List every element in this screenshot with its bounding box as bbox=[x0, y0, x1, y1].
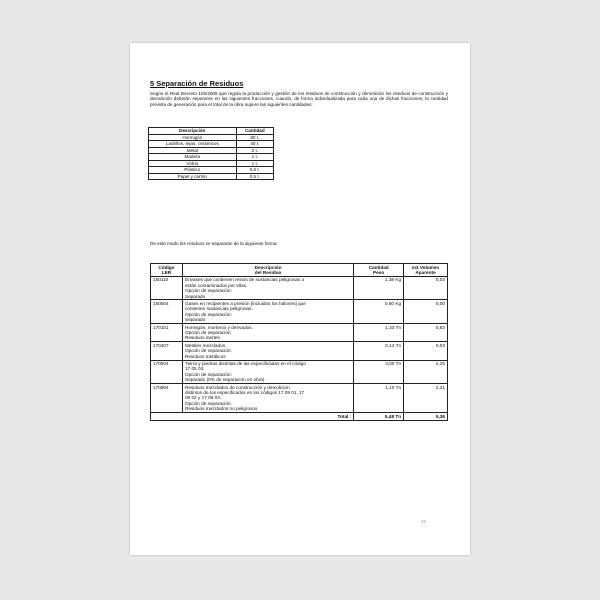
description-line: Envases que contienen restos de sustancias peligrosas o bbox=[184, 277, 305, 283]
thresholds-row bbox=[149, 141, 274, 148]
description-line: Opción de separación: bbox=[184, 371, 232, 377]
total-volume: 5,36 bbox=[404, 413, 448, 420]
section-title: 5 Separación de Residuos bbox=[150, 79, 244, 88]
volume: 2,25 bbox=[404, 360, 448, 384]
residue-description bbox=[182, 384, 353, 413]
separation-row bbox=[151, 384, 448, 413]
residue-description bbox=[182, 276, 353, 300]
intro-paragraph: Según el Real Decreto 105/2008 que regula la producción y gestión de los residuos de construcción y demolición los residuos de construcción y demolición deberán separarse en las siguientes fracciones, cuando, de forma individualizada para cada una de dichas fracciones, la cantidad prevista de generación para el total de la obra supere las siguientes cantidades: bbox=[150, 91, 448, 107]
description-line: Separado bbox=[184, 293, 206, 299]
description-line: distintos de los especificados en los códigos 17 09 01, 17 bbox=[184, 390, 305, 396]
description-line: Separado (0% de separación en obra) bbox=[184, 377, 265, 383]
ler-code: 170407 bbox=[151, 342, 183, 360]
thresholds-qty: 1 t. bbox=[236, 160, 273, 167]
description-line: 17 05 03. bbox=[184, 366, 205, 372]
description-line: contienen sustancias peligrosas. bbox=[184, 306, 253, 312]
description-line: están contaminados por ellas. bbox=[184, 282, 248, 288]
thresholds-desc: Metal bbox=[149, 147, 237, 154]
residue-description bbox=[182, 300, 353, 324]
document-page bbox=[130, 43, 470, 555]
separation-row bbox=[151, 300, 448, 324]
description-line: Opción de separación: bbox=[184, 288, 232, 294]
thresholds-qty: 0,5 t. bbox=[236, 167, 273, 174]
page-number: 32 bbox=[421, 519, 427, 524]
thresholds-desc: Vidrio bbox=[149, 160, 237, 167]
thresholds-qty: 1 t. bbox=[236, 154, 273, 161]
description-line: Tierra y piedras distintas de las especificadas en el código bbox=[184, 361, 306, 366]
volume: 0,83 bbox=[404, 324, 448, 342]
header-code: Código LER bbox=[151, 264, 183, 277]
volume: 0,03 bbox=[404, 342, 448, 360]
volume: 2,21 bbox=[404, 384, 448, 413]
thresholds-qty: 40 t. bbox=[236, 141, 273, 148]
weight: 1,33 Tn bbox=[354, 324, 404, 342]
total-label: Total : bbox=[151, 413, 354, 420]
description-line: Residuos mezclados de construcción y demolición bbox=[184, 384, 290, 390]
weight: 3,00 Tn bbox=[354, 360, 404, 384]
description-line: Hormigón, morteros y derivados. bbox=[184, 324, 253, 330]
weight: 0,60 Kg bbox=[354, 300, 404, 324]
ler-code: 170101 bbox=[151, 324, 183, 342]
thresholds-desc: Papel y cartón bbox=[149, 173, 237, 180]
description-line: Opción de separación: bbox=[184, 348, 232, 354]
thresholds-desc: Hormigón bbox=[149, 134, 237, 141]
thresholds-header-desc: Descripción bbox=[149, 128, 237, 135]
ler-code: 150110 bbox=[151, 276, 183, 300]
separation-table bbox=[150, 263, 448, 421]
thresholds-header-qty: Cantidad bbox=[236, 128, 273, 135]
separation-row bbox=[151, 342, 448, 360]
volume: 0,00 bbox=[404, 300, 448, 324]
residue-description bbox=[182, 342, 353, 360]
thresholds-qty: 80 t. bbox=[236, 134, 273, 141]
separation-intro: De este modo los residuos se separarán de la siguiente forma: bbox=[150, 241, 278, 246]
description-line: 09 02 y 17 09 03. bbox=[184, 395, 222, 401]
residue-description bbox=[182, 360, 353, 384]
separation-row bbox=[151, 324, 448, 342]
thresholds-row bbox=[149, 173, 274, 180]
description-line: Opción de separación: bbox=[184, 311, 232, 317]
separation-row bbox=[151, 276, 448, 300]
description-line: Gases en recipientes a presión [incluidos los halones] que bbox=[184, 300, 306, 306]
description-line: Separado bbox=[184, 317, 206, 323]
header-volume: m3 Volumen Aparente bbox=[404, 264, 448, 277]
description-line: Residuos metálicos bbox=[184, 353, 226, 359]
weight: 1,10 Tn bbox=[354, 384, 404, 413]
separation-row bbox=[151, 360, 448, 384]
description-line: Opción de separación: bbox=[184, 329, 232, 335]
description-line: Opción de separación: bbox=[184, 400, 232, 406]
thresholds-qty: 2 t. bbox=[236, 147, 273, 154]
thresholds-qty: 0,5 t. bbox=[236, 173, 273, 180]
weight: 0,14 Tn bbox=[354, 342, 404, 360]
thresholds-desc: Madera bbox=[149, 154, 237, 161]
weight: 1,38 Kg bbox=[354, 276, 404, 300]
header-weight: Cantidad Peso bbox=[354, 264, 404, 277]
header-desc: Descripción del Residuo bbox=[182, 264, 353, 277]
thresholds-table bbox=[148, 127, 274, 180]
thresholds-desc: Ladrillos, tejas, cerámicos bbox=[149, 141, 237, 148]
description-line: Metales mezclados. bbox=[184, 342, 227, 348]
total-row bbox=[151, 413, 448, 420]
ler-code: 170904 bbox=[151, 384, 183, 413]
thresholds-desc: Plástico bbox=[149, 167, 237, 174]
volume: 0,03 bbox=[404, 276, 448, 300]
ler-code: 160504 bbox=[151, 300, 183, 324]
residue-description bbox=[182, 324, 353, 342]
total-weight: 5,48 Tn bbox=[354, 413, 404, 420]
description-line: Residuos inertes bbox=[184, 335, 220, 341]
description-line: Residuos mezclados no peligrosos bbox=[184, 406, 258, 412]
ler-code: 170504 bbox=[151, 360, 183, 384]
